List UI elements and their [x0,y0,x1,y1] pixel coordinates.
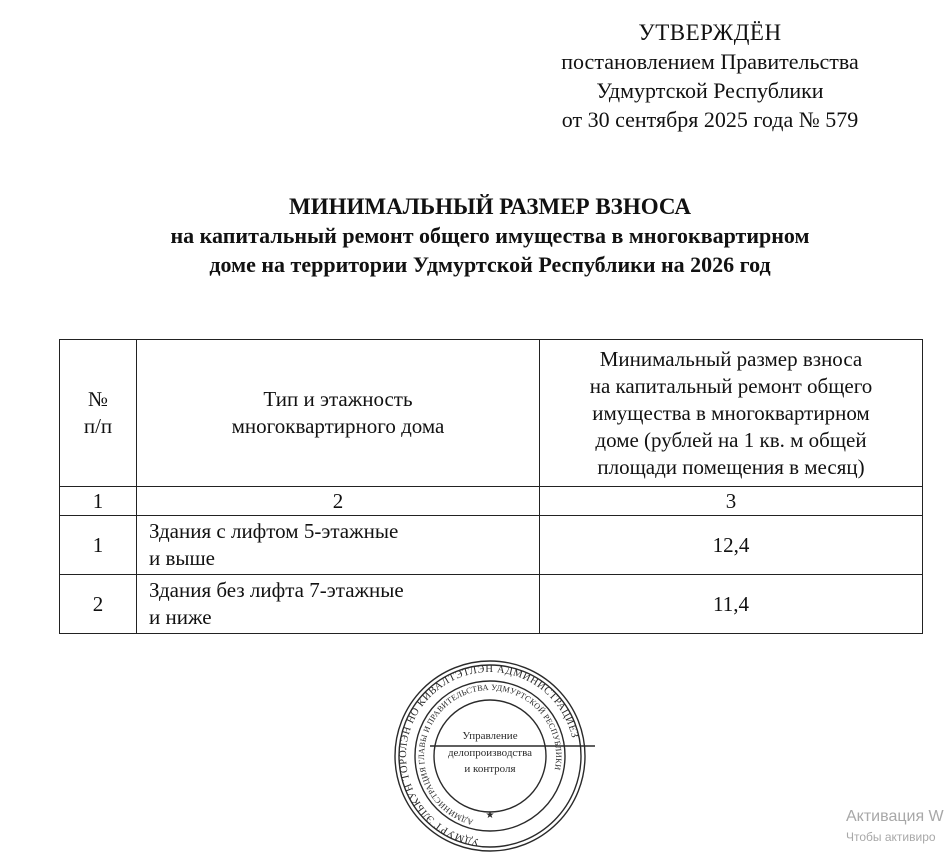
seal-inner-text: АДМИНИСТРАЦИЯ ГЛАВЫ И ПРАВИТЕЛЬСТВА УДМУРТСКОЙ РЕСПУБЛИКИ [417,682,564,827]
cell-text: Здания без лифта 7-этажные [149,578,404,602]
column-number: 3 [540,487,923,516]
row-building-type [137,516,540,575]
column-number-row [60,487,923,516]
table-row [60,575,923,634]
watermark-subtitle: Чтобы активиро [846,830,936,844]
windows-activation-watermark [846,806,951,856]
header-text: Тип и этажность [263,387,413,411]
seal-center-text: и контроля [464,763,516,775]
header-text: Минимальный размер взноса [599,346,863,371]
approval-heading: УТВЕРЖДЁН [638,20,782,45]
header-text: п/п [83,414,113,438]
header-text: на капитальный ремонт общего [589,373,873,398]
table-row [60,516,923,575]
title-line: на капитальный ремонт общего имущества в многоквартирном [170,223,810,248]
row-building-type [137,575,540,634]
document-title [60,192,920,279]
official-seal [380,658,600,854]
approval-date-line: от 30 сентября 2025 года № 579 [561,107,859,132]
title-line: доме на территории Удмуртской Республики на 2026 год [209,252,771,277]
header-text: доме (рублей на 1 кв. м общей [595,427,867,452]
row-number: 1 [60,516,137,575]
header-building-type [137,340,540,487]
header-text: многоквартирного дома [231,414,445,438]
row-number: 2 [60,575,137,634]
seal-center-text: делопроизводства [447,747,533,759]
header-number [60,340,137,487]
cell-text: и ниже [149,605,212,629]
fee-table [59,339,923,634]
seal-center-text: Управление [462,730,518,742]
header-text: площади помещения в месяц) [597,454,865,479]
seal-outer-text: УДМУРТ ЭЛЬКУН ТОРОЛЭН НО КИВАЛТЭТЛЭН АДМИНИСТРАЦИЕЗ [397,663,581,848]
table-header-row [60,340,923,487]
column-number: 2 [137,487,540,516]
cell-text: и выше [149,546,216,570]
row-fee-value: 12,4 [540,516,923,575]
header-min-fee [540,340,923,487]
watermark-title: Активация W [846,808,944,825]
approval-line: Удмуртской Республики [596,78,824,103]
header-text: имущества в многоквартирном [592,400,870,425]
column-number: 1 [60,487,137,516]
header-text: № [87,387,109,411]
approval-block [520,18,900,134]
cell-text: Здания с лифтом 5-этажные [149,519,399,543]
approval-line: постановлением Правительства [561,49,859,74]
seal-star-icon: ★ [485,810,495,821]
title-main: МИНИМАЛЬНЫЙ РАЗМЕР ВЗНОСА [289,194,691,219]
row-fee-value: 11,4 [540,575,923,634]
